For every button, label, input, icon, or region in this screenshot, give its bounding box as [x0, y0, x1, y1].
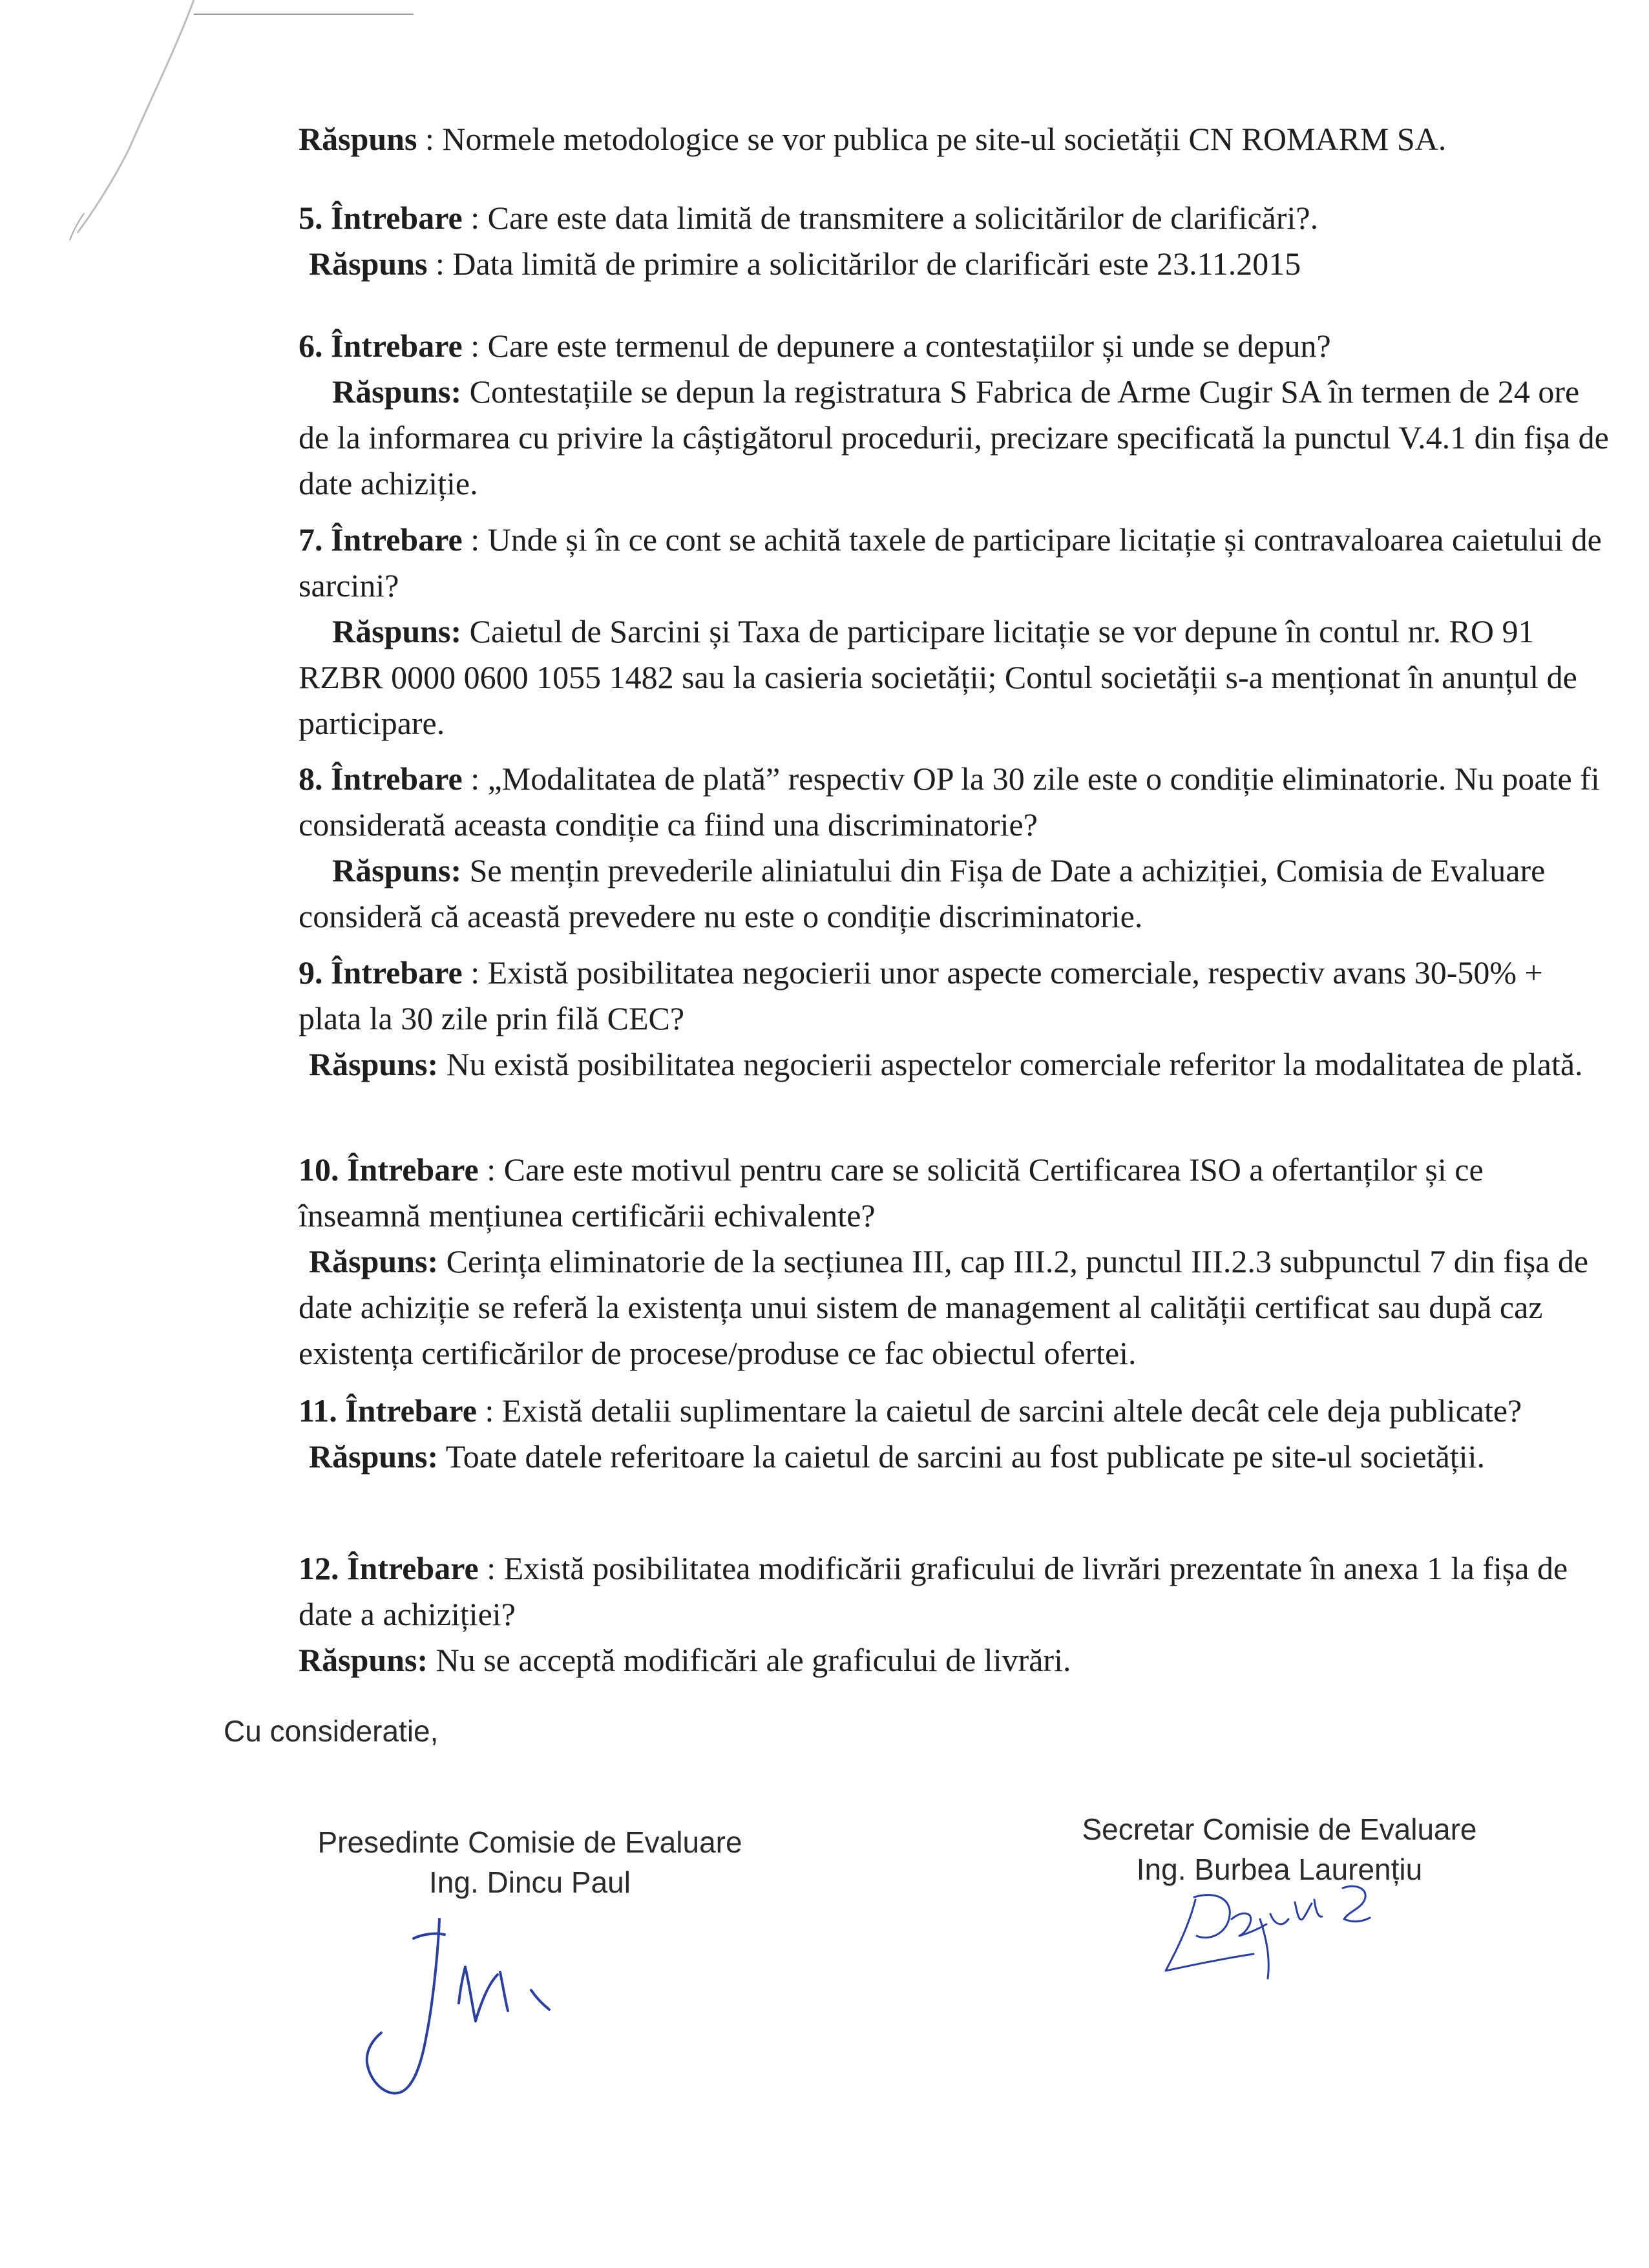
answer-label: Răspuns [309, 246, 428, 282]
answer-label: Răspuns [299, 121, 417, 157]
answer [299, 848, 1610, 940]
intro-answer [299, 116, 1610, 162]
question-number: 9. [299, 954, 323, 991]
question-label: Întrebare [331, 761, 463, 797]
answer [299, 241, 1610, 287]
answer [299, 1042, 1610, 1087]
qa-item-7 [299, 517, 1610, 746]
question-number: 8. [299, 761, 323, 797]
question-text: Care este motivul pentru care se solicită Certificarea ISO a ofertanților și ce înseamnă mențiunea certificării echivalente? [299, 1151, 1484, 1234]
answer-text: Contestațiile se depun la registratura S Fabrica de Arme Cugir SA în termen de 24 ore de la informarea cu privire la câștigătorul procedurii, precizare specificată la punctul V.4.1 din fișa de date achiziție. [299, 373, 1609, 501]
answer-label: Răspuns: [332, 373, 462, 410]
answer-separator [461, 852, 470, 888]
handwritten-signature-president [362, 1913, 582, 2100]
question-separator: : [462, 200, 488, 236]
question-separator: : [462, 954, 488, 991]
question-label: Întrebare [331, 200, 463, 236]
signatory-name: Ing. Burbea Laurențiu [1136, 1853, 1423, 1886]
qa-item-10 [299, 1147, 1610, 1376]
question-separator: : [462, 328, 488, 364]
question-label: Întrebare [347, 1550, 479, 1586]
answer [299, 369, 1610, 507]
question-text: Unde și în ce cont se achită taxele de participare licitație și contravaloarea caietului de sarcini? [299, 521, 1602, 604]
question-separator: : [462, 761, 488, 797]
answer-text: Cerința eliminatorie de la secțiunea III, cap III.2, punctul III.2.3 subpunctul 7 din fișa de date achiziție se referă la existența unui sistem de management al calității certificat sau după caz existența certificărilor de procese/produse ce fac obiectul ofertei. [299, 1243, 1589, 1371]
closing-salutation: Cu consideratie, [224, 1714, 439, 1748]
question [299, 950, 1610, 1042]
question-label: Întrebare [331, 521, 463, 558]
answer-label: Răspuns: [332, 613, 462, 649]
question [299, 1388, 1610, 1434]
question-separator: : [478, 1550, 504, 1586]
answer [299, 1434, 1610, 1480]
question-label: Întrebare [345, 1392, 477, 1429]
question-number: 7. [299, 521, 323, 558]
answer-separator [428, 1642, 436, 1678]
qa-item-11 [299, 1388, 1610, 1480]
answer [299, 1239, 1610, 1376]
question-text: Care este data limită de transmitere a solicitărilor de clarificări?. [487, 200, 1319, 236]
answer-text: Nu există posibilitatea negocierii aspectelor comerciale referitor la modalitatea de plată. [446, 1046, 1583, 1082]
signatory-role: Secretar Comisie de Evaluare [1082, 1812, 1477, 1846]
qa-item-6 [299, 323, 1610, 507]
answer-text: Normele metodologice se vor publica pe site-ul societății CN ROMARM SA. [442, 121, 1447, 157]
question [299, 1546, 1610, 1637]
signature-block-president [284, 1822, 775, 1902]
answer-text: Toate datele referitoare la caietul de sarcini au fost publicate pe site-ul societății. [445, 1438, 1485, 1475]
answer-label: Răspuns: [309, 1438, 439, 1475]
question-separator: : [462, 521, 488, 558]
answer-text: Se mențin prevederile aliniatului din Fișa de Date a achiziției, Comisia de Evaluare consideră că această prevedere nu este o condiție discriminatorie. [299, 852, 1546, 934]
answer [299, 1637, 1610, 1683]
question-label: Întrebare [331, 954, 463, 991]
handwritten-signature-secretary [1157, 1874, 1389, 1990]
question-label: Întrebare [331, 328, 463, 364]
question-text: „Modalitatea de plată” respectiv OP la 30 zile este o condiție eliminatorie. Nu poate fi considerată aceasta condiție ca fiind una discriminatorie? [299, 761, 1600, 843]
question-separator: : [478, 1151, 504, 1188]
qa-item-8 [299, 756, 1610, 940]
answer [299, 609, 1610, 746]
answer-separator [461, 613, 470, 649]
question-label: Întrebare [347, 1151, 479, 1188]
question [299, 195, 1610, 241]
qa-item-12 [299, 1546, 1610, 1683]
question-number: 5. [299, 200, 323, 236]
question [299, 756, 1610, 848]
question-separator: : [476, 1392, 502, 1429]
signatory-role: Presedinte Comisie de Evaluare [317, 1825, 742, 1859]
question-number: 11. [299, 1392, 337, 1429]
answer-label: Răspuns: [309, 1243, 439, 1279]
answer-label: Răspuns: [309, 1046, 439, 1082]
answer-separator [438, 1438, 446, 1475]
question-number: 10. [299, 1151, 339, 1188]
question-text: Există posibilitatea negocierii unor aspecte comerciale, respectiv avans 30-50% + plata la 30 zile prin filă CEC? [299, 954, 1543, 1036]
question-text: Care este termenul de depunere a contestațiilor și unde se depun? [487, 328, 1331, 364]
answer-separator: : [417, 121, 443, 157]
question-number: 6. [299, 328, 323, 364]
answer-separator: : [427, 246, 453, 282]
answer-label: Răspuns: [332, 852, 462, 888]
question-text: Există detalii suplimentare la caietul de sarcini altele decât cele deja publicate? [501, 1392, 1522, 1429]
question-number: 12. [299, 1550, 339, 1586]
answer-separator [461, 373, 470, 410]
question-text: Există posibilitatea modificării graficului de livrări prezentate în anexa 1 la fișa de date a achiziției? [299, 1550, 1568, 1632]
answer-text: Caietul de Sarcini și Taxa de participare licitație se vor depune în contul nr. RO 91 RZBR 0000 0600 1055 1482 sau la casieria societății; Contul societății s-a menționat în anunțul de participare. [299, 613, 1577, 741]
answer-separator [438, 1243, 446, 1279]
qa-item-5 [299, 195, 1610, 287]
qa-item-9 [299, 950, 1610, 1087]
signatory-name: Ing. Dincu Paul [429, 1865, 631, 1899]
answer-label: Răspuns: [299, 1642, 428, 1678]
question [299, 323, 1610, 369]
question [299, 517, 1610, 609]
question [299, 1147, 1610, 1239]
answer-text: Data limită de primire a solicitărilor de clarificări este 23.11.2015 [452, 246, 1301, 282]
answer-separator [438, 1046, 446, 1082]
answer-text: Nu se acceptă modificări ale graficului de livrări. [436, 1642, 1071, 1678]
